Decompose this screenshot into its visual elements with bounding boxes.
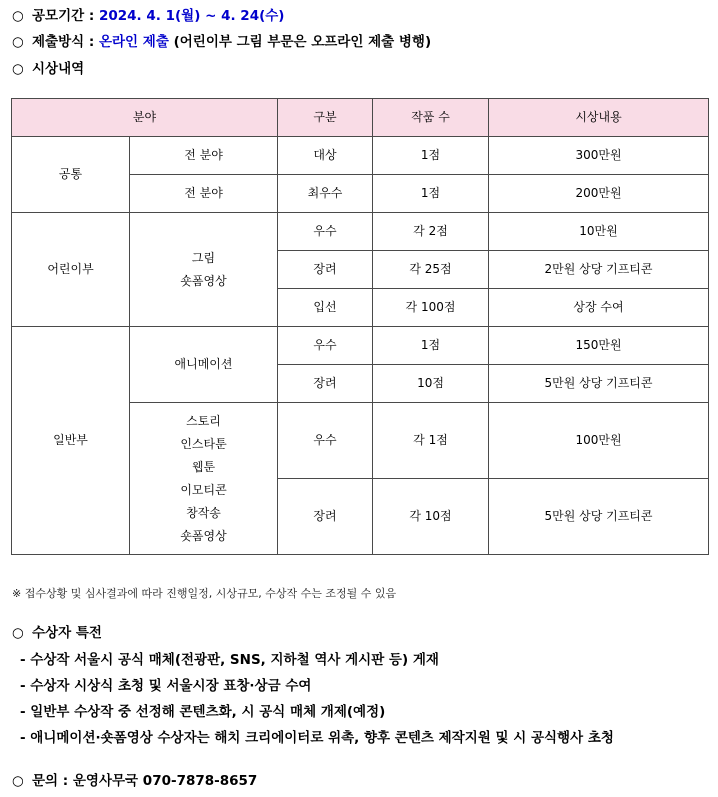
bullet-circle-icon: ○ xyxy=(12,61,24,77)
category-cell: 전 분야 xyxy=(130,175,278,213)
count-cell: 각 10점 xyxy=(373,479,489,555)
header-prize: 시상내용 xyxy=(489,99,709,137)
table-header-row xyxy=(12,99,709,137)
count-cell: 1점 xyxy=(373,137,489,175)
count-cell: 10점 xyxy=(373,365,489,403)
awards-heading xyxy=(12,60,84,78)
grade-cell: 최우수 xyxy=(278,175,373,213)
table-row xyxy=(12,327,709,365)
category-cell: 전 분야 xyxy=(130,137,278,175)
method-note: (어린이부 그림 부문은 오프라인 제출 병행) xyxy=(173,34,432,50)
period-value: 2024. 4. 1(월) ~ 4. 24(수) xyxy=(98,8,285,24)
count-cell: 1점 xyxy=(373,327,489,365)
division-common: 공통 xyxy=(12,137,130,213)
header-count: 작품 수 xyxy=(373,99,489,137)
benefits-heading xyxy=(12,624,102,642)
prize-cell: 5만원 상당 기프티콘 xyxy=(489,365,709,403)
header-division: 분야 xyxy=(12,99,278,137)
table-row xyxy=(12,137,709,175)
awards-table xyxy=(11,98,709,555)
footnote: ※ 접수상황 및 심사결과에 따라 진행일정, 시상규모, 수상작 수는 조정될 수 있음 xyxy=(12,587,397,600)
category-item: 창작송 xyxy=(186,505,221,520)
method-line xyxy=(12,33,431,51)
grade-cell: 우수 xyxy=(278,327,373,365)
grade-cell: 대상 xyxy=(278,137,373,175)
count-cell: 각 2점 xyxy=(373,213,489,251)
category-animation: 애니메이션 xyxy=(130,327,278,403)
benefit-item: - 일반부 수상작 중 선정해 콘텐츠화, 시 공식 매체 개제(예정) xyxy=(20,704,386,720)
grade-cell: 우수 xyxy=(278,213,373,251)
grade-cell: 우수 xyxy=(278,403,373,479)
category-item: 그림 xyxy=(191,250,216,265)
count-cell: 각 100점 xyxy=(373,289,489,327)
prize-cell: 150만원 xyxy=(489,327,709,365)
benefit-item: - 수상자 시상식 초청 및 서울시장 표창·상금 수여 xyxy=(20,678,312,694)
division-general: 일반부 xyxy=(12,327,130,555)
period-label: 공모기간 : xyxy=(32,8,95,24)
bullet-circle-icon: ○ xyxy=(12,34,24,50)
category-item: 스토리 xyxy=(186,413,221,428)
grade-cell: 장려 xyxy=(278,365,373,403)
count-cell: 각 25점 xyxy=(373,251,489,289)
category-item: 이모티콘 xyxy=(180,482,227,497)
header-grade: 구분 xyxy=(278,99,373,137)
prize-cell: 상장 수여 xyxy=(489,289,709,327)
category-item: 인스타툰 xyxy=(180,436,227,451)
prize-cell: 5만원 상당 기프티콘 xyxy=(489,479,709,555)
bullet-circle-icon: ○ xyxy=(12,625,24,641)
contact-label: 문의 : xyxy=(32,773,69,789)
bullet-circle-icon: ○ xyxy=(12,773,24,789)
count-cell: 각 1점 xyxy=(373,403,489,479)
benefits-title: 수상자 특전 xyxy=(32,625,102,641)
prize-cell: 2만원 상당 기프티콘 xyxy=(489,251,709,289)
prize-cell: 100만원 xyxy=(489,403,709,479)
count-cell: 1점 xyxy=(373,175,489,213)
grade-cell: 장려 xyxy=(278,251,373,289)
category-general-others xyxy=(130,403,278,555)
grade-cell: 입선 xyxy=(278,289,373,327)
contact-line xyxy=(12,772,257,790)
category-item: 숏폼영상 xyxy=(180,528,227,543)
prize-cell: 300만원 xyxy=(489,137,709,175)
table-row xyxy=(12,213,709,251)
awards-label: 시상내역 xyxy=(32,61,85,77)
prize-cell: 200만원 xyxy=(489,175,709,213)
bullet-circle-icon: ○ xyxy=(12,8,24,24)
benefit-item: - 애니메이션·숏폼영상 수상자는 해치 크리에이터로 위촉, 향후 콘텐츠 제작지원 및 시 공식행사 초청 xyxy=(20,730,614,746)
benefit-item: - 수상작 서울시 공식 매체(전광판, SNS, 지하철 역사 게시판 등) 게재 xyxy=(20,652,439,668)
method-value: 온라인 제출 xyxy=(98,34,169,50)
method-label: 제출방식 : xyxy=(32,34,95,50)
category-item: 숏폼영상 xyxy=(180,273,227,288)
category-item: 웹툰 xyxy=(191,459,216,474)
period-line xyxy=(12,7,284,25)
contact-value: 운영사무국 070-7878-8657 xyxy=(72,773,258,789)
grade-cell: 장려 xyxy=(278,479,373,555)
category-kids xyxy=(130,213,278,327)
division-kids: 어린이부 xyxy=(12,213,130,327)
prize-cell: 10만원 xyxy=(489,213,709,251)
